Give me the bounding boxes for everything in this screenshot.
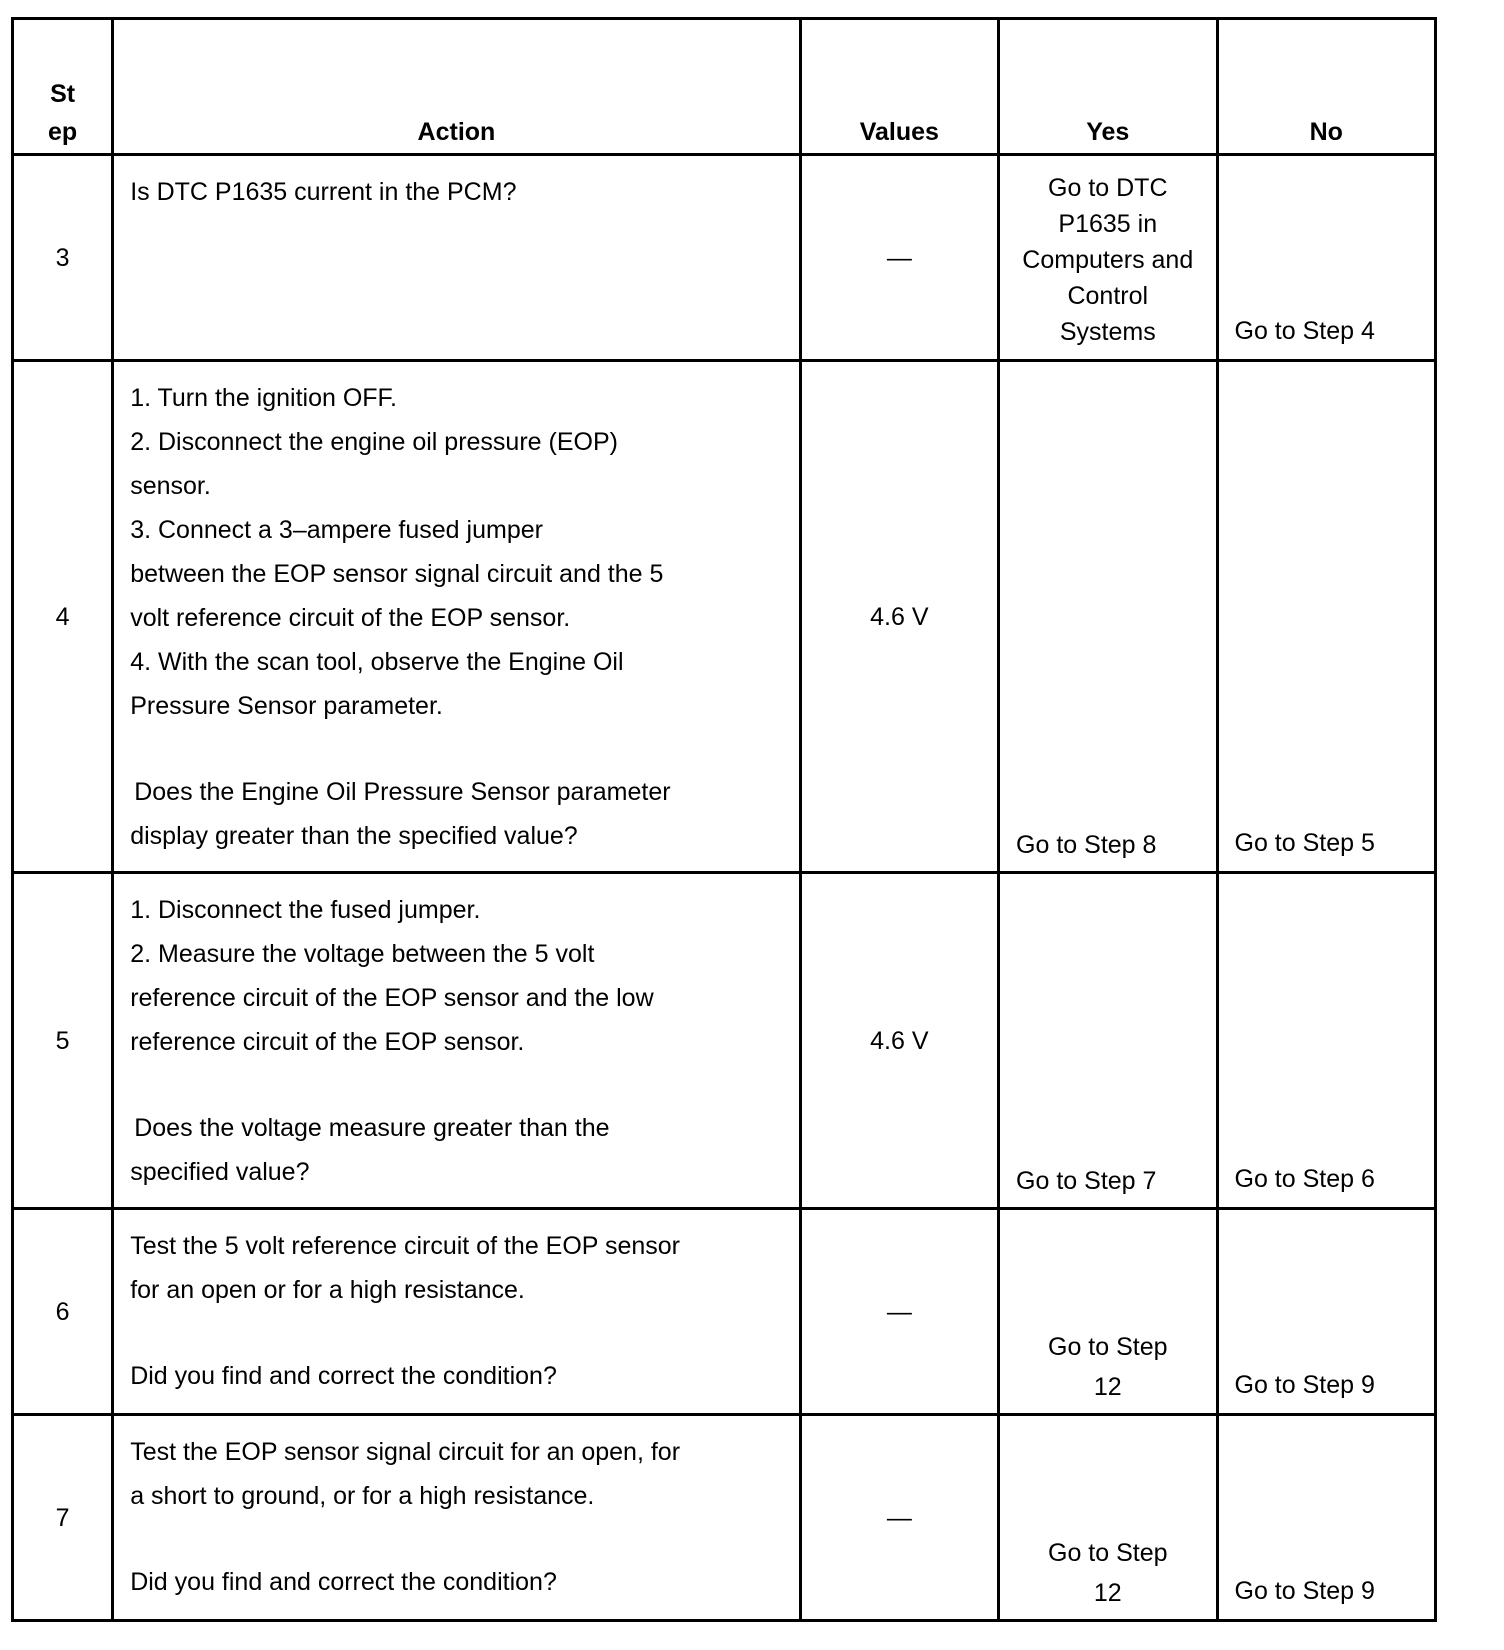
action-cell <box>113 155 800 361</box>
question-line: specified value? <box>130 1158 310 1186</box>
action-cell <box>113 1209 800 1415</box>
action-line: 4. With the scan tool, observe the Engine Oil <box>130 648 624 676</box>
table-row <box>13 1415 1436 1621</box>
value-cell: 4.6 V <box>800 873 998 1209</box>
yes-line: Systems <box>1059 318 1156 346</box>
step-number: 5 <box>13 873 113 1209</box>
step-number: 3 <box>13 155 113 361</box>
action-line: volt reference circuit of the EOP sensor. <box>130 604 571 632</box>
yes-text: Go to Step 7 <box>1016 1167 1157 1195</box>
action-line: Pressure Sensor parameter. <box>130 692 443 720</box>
action-line: Is DTC P1635 current in the PCM? <box>130 178 517 206</box>
table-row <box>13 361 1436 873</box>
no-text: Go to Step 9 <box>1234 1371 1375 1399</box>
action-line: Test the EOP sensor signal circuit for an open, for <box>130 1438 681 1466</box>
header-action: Action <box>113 19 800 155</box>
yes-line: Computers and <box>1022 246 1194 274</box>
table-row <box>13 1209 1436 1415</box>
question-line: Does the voltage measure greater than the <box>134 1114 610 1142</box>
header-yes: Yes <box>999 19 1217 155</box>
step-number: 6 <box>13 1209 113 1415</box>
table-row <box>13 873 1436 1209</box>
header-no: No <box>1217 19 1436 155</box>
yes-line: Go to Step <box>1048 1539 1168 1567</box>
yes-text: Go to Step 8 <box>1016 831 1157 859</box>
no-cell <box>1217 1415 1436 1621</box>
action-line: between the EOP sensor signal circuit and the 5 <box>130 560 664 588</box>
table-header-row <box>13 19 1436 155</box>
step-number: 4 <box>13 361 113 873</box>
yes-cell <box>999 1415 1217 1621</box>
yes-line: Go to Step <box>1048 1333 1168 1361</box>
action-line: 2. Measure the voltage between the 5 volt <box>130 940 595 968</box>
action-line: 2. Disconnect the engine oil pressure (EOP) <box>130 428 618 456</box>
yes-cell <box>999 155 1217 361</box>
table-row <box>13 155 1436 361</box>
action-line: reference circuit of the EOP sensor. <box>130 1028 525 1056</box>
no-text: Go to Step 5 <box>1234 829 1375 857</box>
yes-line: P1635 in <box>1058 210 1158 238</box>
action-line: sensor. <box>130 472 211 500</box>
no-text: Go to Step 6 <box>1234 1165 1375 1193</box>
value-cell: 4.6 V <box>800 361 998 873</box>
no-cell <box>1217 361 1436 873</box>
yes-line: Control <box>1067 282 1149 310</box>
action-cell <box>113 361 800 873</box>
diagnostic-table <box>11 17 1437 1622</box>
question-line: Does the Engine Oil Pressure Sensor parameter <box>134 778 671 806</box>
action-cell <box>113 873 800 1209</box>
action-line: 1. Turn the ignition OFF. <box>130 384 397 412</box>
yes-line: 12 <box>1093 1373 1122 1401</box>
header-step-line1: St <box>50 80 76 108</box>
header-step <box>13 19 113 155</box>
value-cell: — <box>800 155 998 361</box>
yes-cell <box>999 1209 1217 1415</box>
no-cell <box>1217 1209 1436 1415</box>
action-line: a short to ground, or for a high resistance. <box>130 1482 595 1510</box>
action-line: 1. Disconnect the fused jumper. <box>130 896 481 924</box>
action-line: 3. Connect a 3–ampere fused jumper <box>130 516 543 544</box>
no-text: Go to Step 4 <box>1234 317 1375 345</box>
header-values: Values <box>800 19 998 155</box>
action-line: Test the 5 volt reference circuit of the EOP sensor <box>130 1232 681 1260</box>
question-line: Did you find and correct the condition? <box>130 1568 557 1596</box>
yes-cell <box>999 361 1217 873</box>
no-text: Go to Step 9 <box>1234 1577 1375 1605</box>
no-cell <box>1217 155 1436 361</box>
no-cell <box>1217 873 1436 1209</box>
value-cell: — <box>800 1415 998 1621</box>
yes-line: Go to DTC <box>1048 174 1168 202</box>
question-line: Did you find and correct the condition? <box>130 1362 557 1390</box>
action-line: reference circuit of the EOP sensor and the low <box>130 984 654 1012</box>
header-step-line2: ep <box>48 118 78 146</box>
action-cell <box>113 1415 800 1621</box>
diagnostic-table-container <box>11 17 1437 1622</box>
yes-cell <box>999 873 1217 1209</box>
question-line: display greater than the specified value? <box>130 822 578 850</box>
value-cell: — <box>800 1209 998 1415</box>
action-line: for an open or for a high resistance. <box>130 1276 525 1304</box>
yes-line: 12 <box>1093 1579 1122 1607</box>
step-number: 7 <box>13 1415 113 1621</box>
